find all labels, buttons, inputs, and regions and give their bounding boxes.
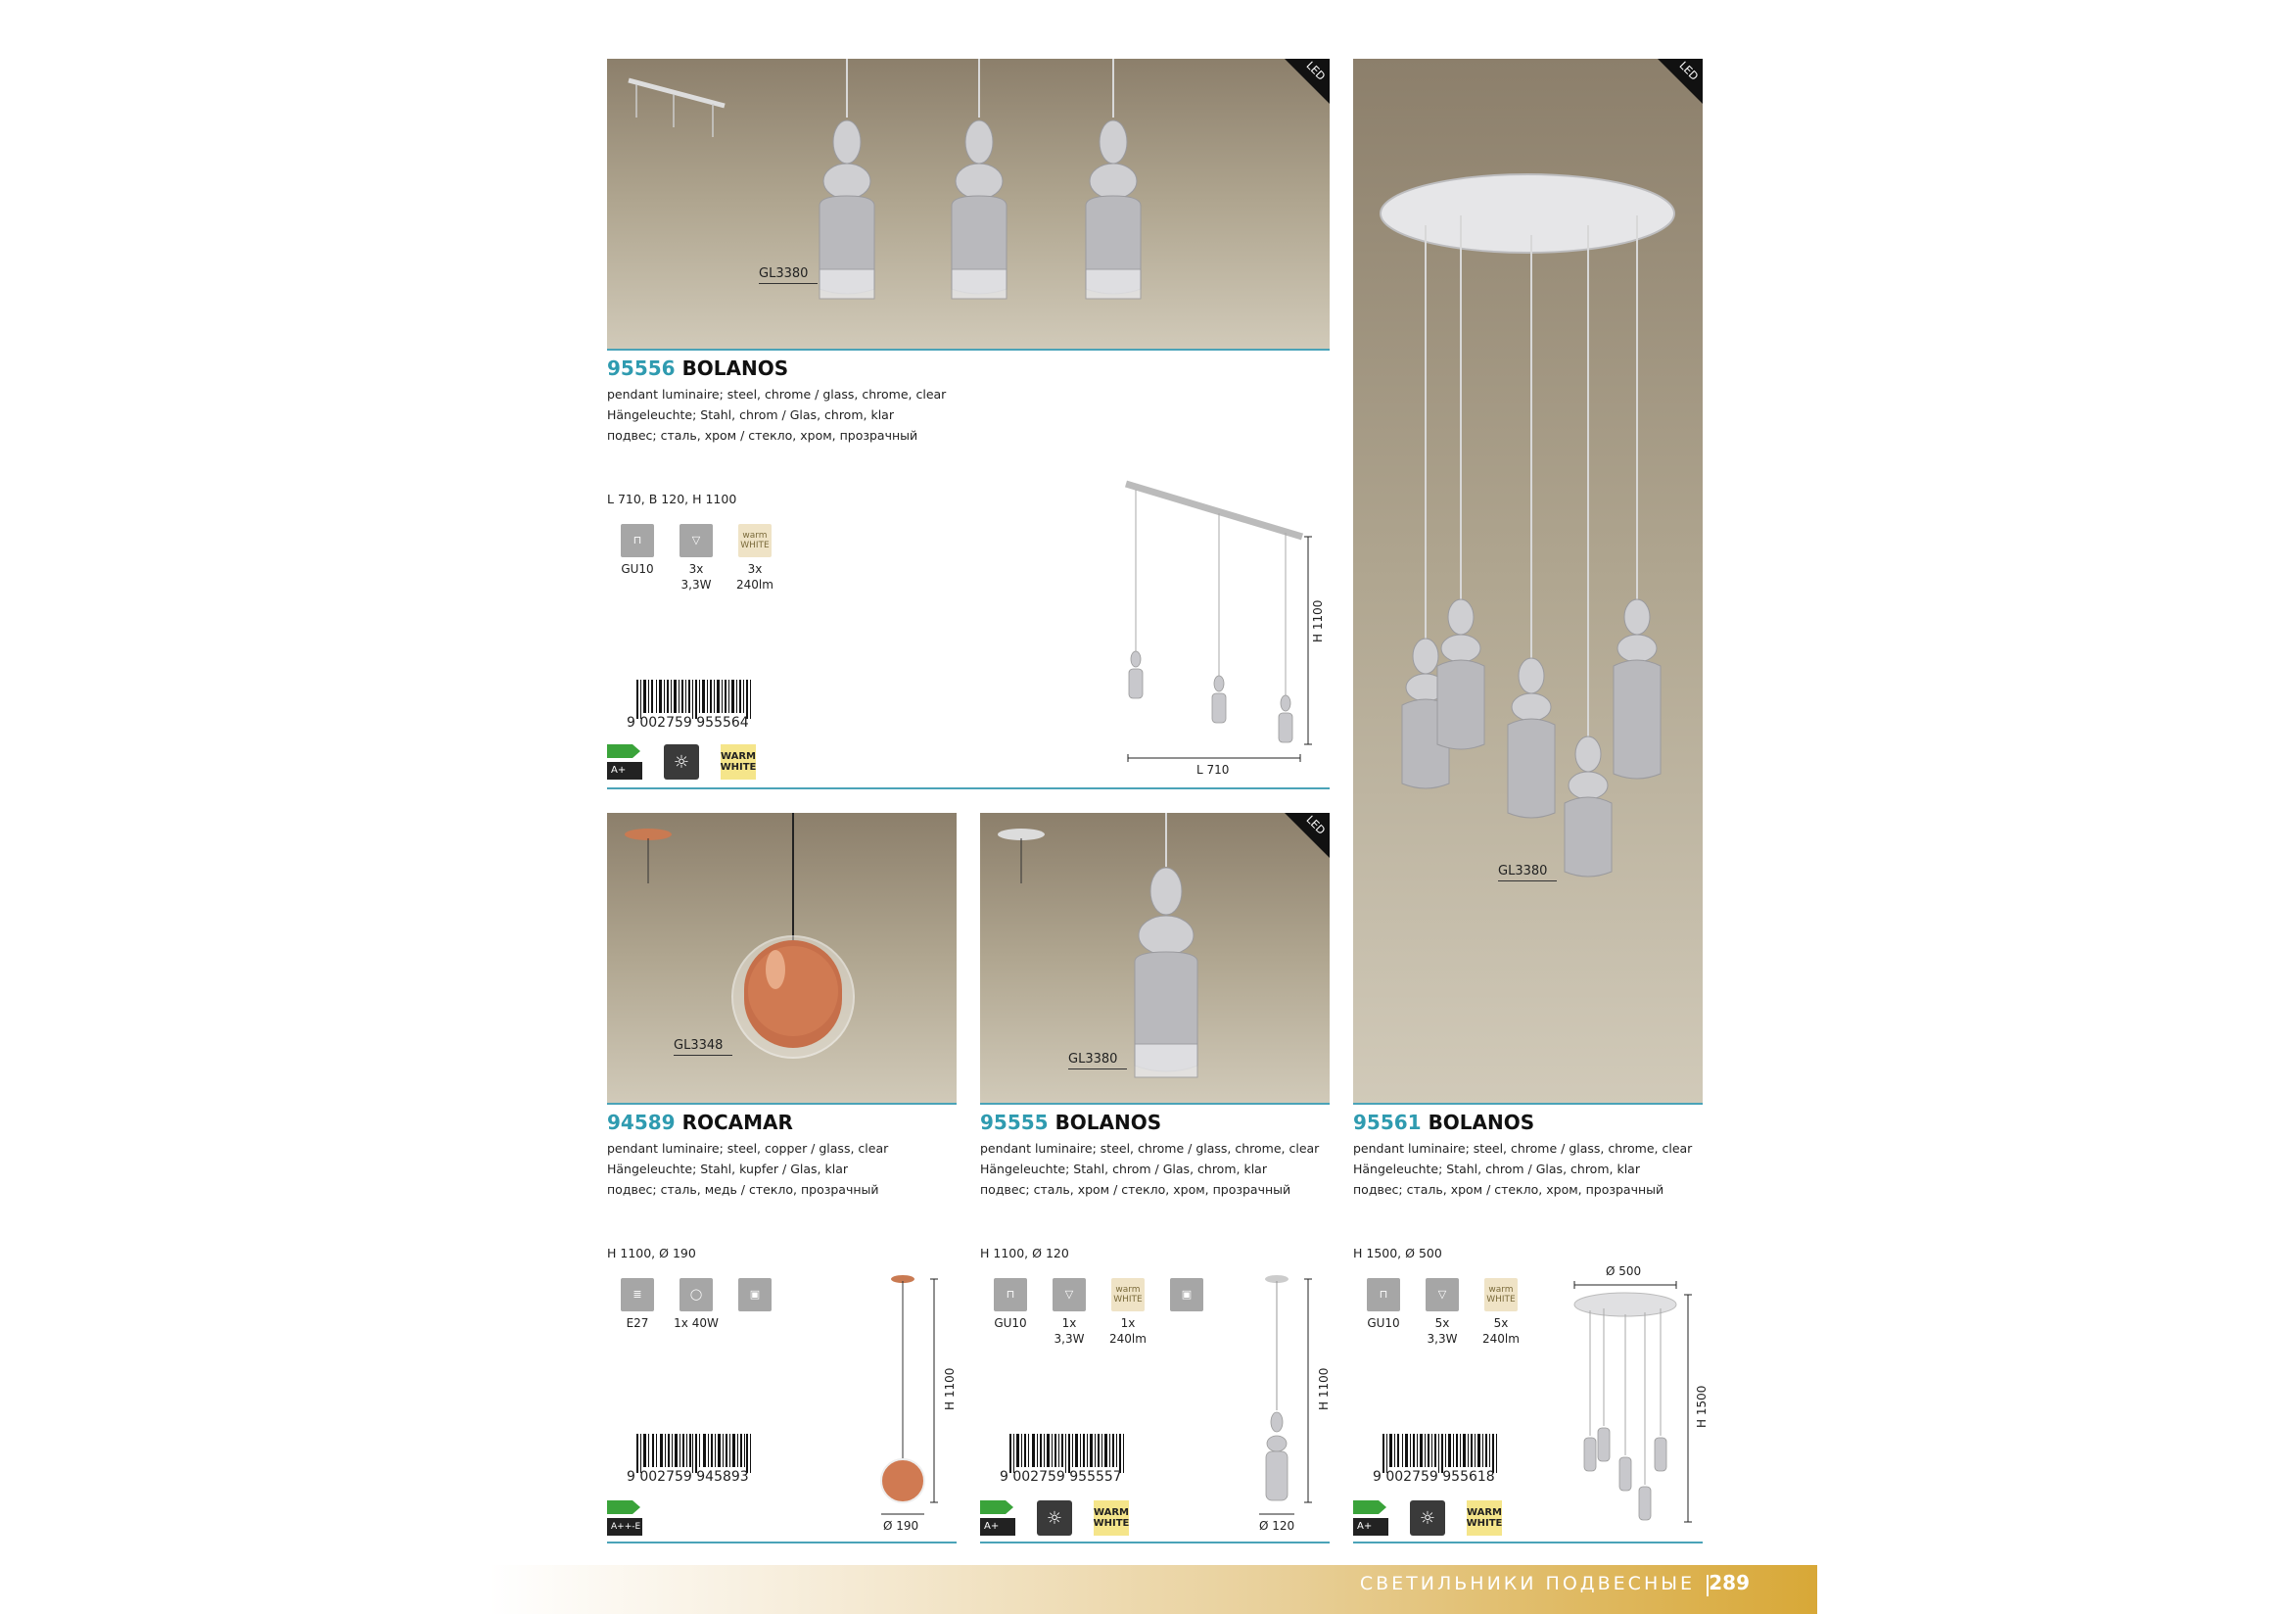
- energy-label-icon: [607, 744, 642, 780]
- photo-rule: [607, 349, 1330, 351]
- photo-rule: [1353, 1103, 1703, 1105]
- class2-icon: ▣: [1170, 1278, 1203, 1311]
- warm-white-icon: warm WHITE: [738, 524, 772, 557]
- gl-label: GL3348: [674, 1038, 724, 1053]
- copper-canopy-thumbnail: [625, 829, 672, 883]
- desc-de: Hängeleuchte; Stahl, chrom / Glas, chrom, klar: [607, 407, 894, 422]
- barcode-digits: 9 002759 945893: [627, 1469, 749, 1483]
- photo-rule: [980, 1103, 1330, 1105]
- desc-de: Hängeleuchte; Stahl, kupfer / Glas, klar: [607, 1162, 848, 1176]
- page-number: 289: [1709, 1571, 1750, 1594]
- desc-de: Hängeleuchte; Stahl, chrom / Glas, chrom, klar: [980, 1162, 1267, 1176]
- bulb-icon: ◯: [679, 1278, 713, 1311]
- gu10-socket-icon: ⊓: [1367, 1278, 1400, 1311]
- barcode: [1373, 1434, 1510, 1483]
- product-title: [607, 1111, 793, 1134]
- desc-ru: подвес; сталь, хром / стекло, хром, прозрачный: [980, 1182, 1291, 1197]
- product-name: BOLANOS: [681, 356, 789, 380]
- barcode-digits: 9 002759 955557: [1000, 1469, 1122, 1483]
- e27-socket-icon: ≣: [621, 1278, 654, 1311]
- led-spot-icon: ▽: [679, 524, 713, 557]
- cluster-shade-3: [1508, 658, 1555, 818]
- spec-icons: [615, 1278, 777, 1331]
- cluster-shade-5: [1614, 599, 1661, 779]
- led-bulb-icon: ☼: [1037, 1500, 1072, 1536]
- barcode-digits: 9 002759 955618: [1373, 1469, 1495, 1483]
- bar-fixture-thumbnail: [629, 80, 725, 137]
- gu10-socket-icon: ⊓: [621, 524, 654, 557]
- spec-icons: [988, 1278, 1209, 1347]
- dimension-drawing-94589: [862, 1263, 960, 1538]
- energy-class: A+: [607, 762, 642, 780]
- dim-diameter: Ø 500: [1606, 1264, 1642, 1278]
- product-number: 94589: [607, 1111, 676, 1134]
- spec-socket: ≣ E27: [615, 1278, 660, 1331]
- desc-ru: подвес; сталь, медь / стекло, прозрачный: [607, 1182, 879, 1197]
- barcode: [1000, 1434, 1137, 1483]
- product-dimensions: H 1500, Ø 500: [1353, 1246, 1442, 1260]
- section-rule: [607, 1542, 957, 1543]
- desc-en: pendant luminaire; steel, chrome / glass, chrome, clear: [980, 1141, 1320, 1156]
- product-number: 95556: [607, 356, 676, 380]
- class2-icon: ▣: [738, 1278, 772, 1311]
- dim-diameter: Ø 120: [1259, 1519, 1295, 1533]
- spec-socket: ⊓ GU10: [615, 524, 660, 593]
- product-title: [1353, 1111, 1534, 1134]
- spec-class: [732, 1278, 777, 1331]
- barcode-bars: [636, 680, 751, 719]
- label-icons: [607, 744, 756, 780]
- product-number: 95555: [980, 1111, 1049, 1134]
- product-description: [607, 1138, 888, 1200]
- spec-icons: [615, 524, 777, 593]
- energy-label-icon: [1353, 1500, 1388, 1536]
- label-icons: [1353, 1500, 1502, 1536]
- desc-en: pendant luminaire; steel, chrome / glass, chrome, clear: [1353, 1141, 1693, 1156]
- desc-ru: подвес; сталь, хром / стекло, хром, прозрачный: [1353, 1182, 1664, 1197]
- barcode: [627, 680, 764, 729]
- energy-label-icon: [980, 1500, 1015, 1536]
- led-bulb-icon: ☼: [1410, 1500, 1445, 1536]
- label-icons: [607, 1500, 642, 1536]
- led-spot-icon: ▽: [1053, 1278, 1086, 1311]
- barcode: [627, 1434, 764, 1483]
- product-95556-photo: [607, 59, 1330, 351]
- label-icons: [980, 1500, 1129, 1536]
- product-name: BOLANOS: [1428, 1111, 1535, 1134]
- cluster-shade-2: [1437, 599, 1484, 749]
- rocamar-illustration: [607, 813, 957, 1105]
- footer-section-title: СВЕТИЛЬНИКИ ПОДВЕСНЫЕ: [1359, 1573, 1695, 1594]
- product-name: ROCAMAR: [681, 1111, 793, 1134]
- led-spot-icon: ▽: [1426, 1278, 1459, 1311]
- product-description: [1353, 1138, 1692, 1200]
- dim-height: H 1100: [1311, 599, 1325, 642]
- warm-white-icon: warm WHITE: [1111, 1278, 1145, 1311]
- chrome-canopy-thumbnail: [998, 829, 1045, 883]
- desc-de: Hängeleuchte; Stahl, chrom / Glas, chrom, klar: [1353, 1162, 1640, 1176]
- energy-label-icon: [607, 1500, 642, 1536]
- warm-white-badge: WARM WHITE: [1094, 1500, 1129, 1536]
- spec-lumen: warm WHITE 5x 240lm: [1478, 1278, 1523, 1347]
- desc-en: pendant luminaire; steel, chrome / glass, chrome, clear: [607, 387, 947, 402]
- led-badge-text: LED: [1303, 813, 1329, 837]
- dim-length: L 710: [1196, 763, 1230, 777]
- led-badge-text: LED: [1676, 59, 1702, 83]
- warm-white-icon: warm WHITE: [1484, 1278, 1518, 1311]
- spec-power: ▽ 3x 3,3W: [674, 524, 719, 593]
- product-name: BOLANOS: [1054, 1111, 1162, 1134]
- dim-height: H 1100: [943, 1367, 957, 1410]
- gu10-socket-icon: ⊓: [994, 1278, 1027, 1311]
- product-title: [607, 356, 788, 380]
- dim-diameter: Ø 190: [883, 1519, 919, 1533]
- dim-height: H 1100: [1317, 1367, 1331, 1410]
- spec-icons: [1361, 1278, 1523, 1347]
- warm-white-badge: WARM WHITE: [1467, 1500, 1502, 1536]
- product-95561-photo: [1353, 59, 1703, 1105]
- spec-power: ▽ 1x 3,3W: [1047, 1278, 1092, 1347]
- gl-label: GL3380: [1498, 864, 1548, 878]
- energy-class: A+: [1353, 1518, 1388, 1536]
- round-cluster-pendant-illustration: [1353, 59, 1703, 1105]
- product-title: [980, 1111, 1161, 1134]
- spec-lumen: warm WHITE 3x 240lm: [732, 524, 777, 593]
- pendant-triple-illustration: [607, 59, 1330, 351]
- spec-socket: ⊓ GU10: [1361, 1278, 1406, 1347]
- desc-en: pendant luminaire; steel, copper / glass, clear: [607, 1141, 889, 1156]
- cluster-shade-4: [1565, 736, 1612, 877]
- gl-label: GL3380: [759, 266, 809, 281]
- product-94589-photo: [607, 813, 957, 1105]
- section-rule: [980, 1542, 1330, 1543]
- energy-class: A+: [980, 1518, 1015, 1536]
- gl-label: GL3380: [1068, 1052, 1118, 1067]
- product-dimensions: L 710, B 120, H 1100: [607, 492, 737, 506]
- energy-class: A++-E: [607, 1518, 642, 1536]
- led-bulb-icon: ☼: [664, 744, 699, 780]
- product-dimensions: H 1100, Ø 190: [607, 1246, 696, 1260]
- dimension-drawing-95555: [1236, 1263, 1334, 1538]
- photo-rule: [607, 1103, 957, 1105]
- product-description: [607, 384, 946, 446]
- led-badge-text: LED: [1303, 59, 1329, 83]
- dimension-drawing-95561: [1567, 1259, 1713, 1543]
- product-95555-photo: [980, 813, 1330, 1105]
- spec-power: ▽ 5x 3,3W: [1420, 1278, 1465, 1347]
- desc-ru: подвес; сталь, хром / стекло, хром, прозрачный: [607, 428, 918, 443]
- section-rule: [1353, 1542, 1703, 1543]
- warm-white-badge: WARM WHITE: [721, 744, 756, 780]
- spec-lumen: warm WHITE 1x 240lm: [1105, 1278, 1150, 1347]
- dim-height: H 1500: [1695, 1385, 1709, 1428]
- single-pendant-illustration: [980, 813, 1330, 1105]
- section-rule: [607, 787, 1330, 789]
- product-number: 95561: [1353, 1111, 1422, 1134]
- spec-socket: ⊓ GU10: [988, 1278, 1033, 1347]
- product-description: [980, 1138, 1319, 1200]
- spec-power: ◯ 1x 40W: [674, 1278, 719, 1331]
- barcode-digits: 9 002759 955564: [627, 715, 749, 729]
- spec-class: [1164, 1278, 1209, 1347]
- product-dimensions: H 1100, Ø 120: [980, 1246, 1069, 1260]
- dimension-drawing-95556: [1116, 478, 1332, 782]
